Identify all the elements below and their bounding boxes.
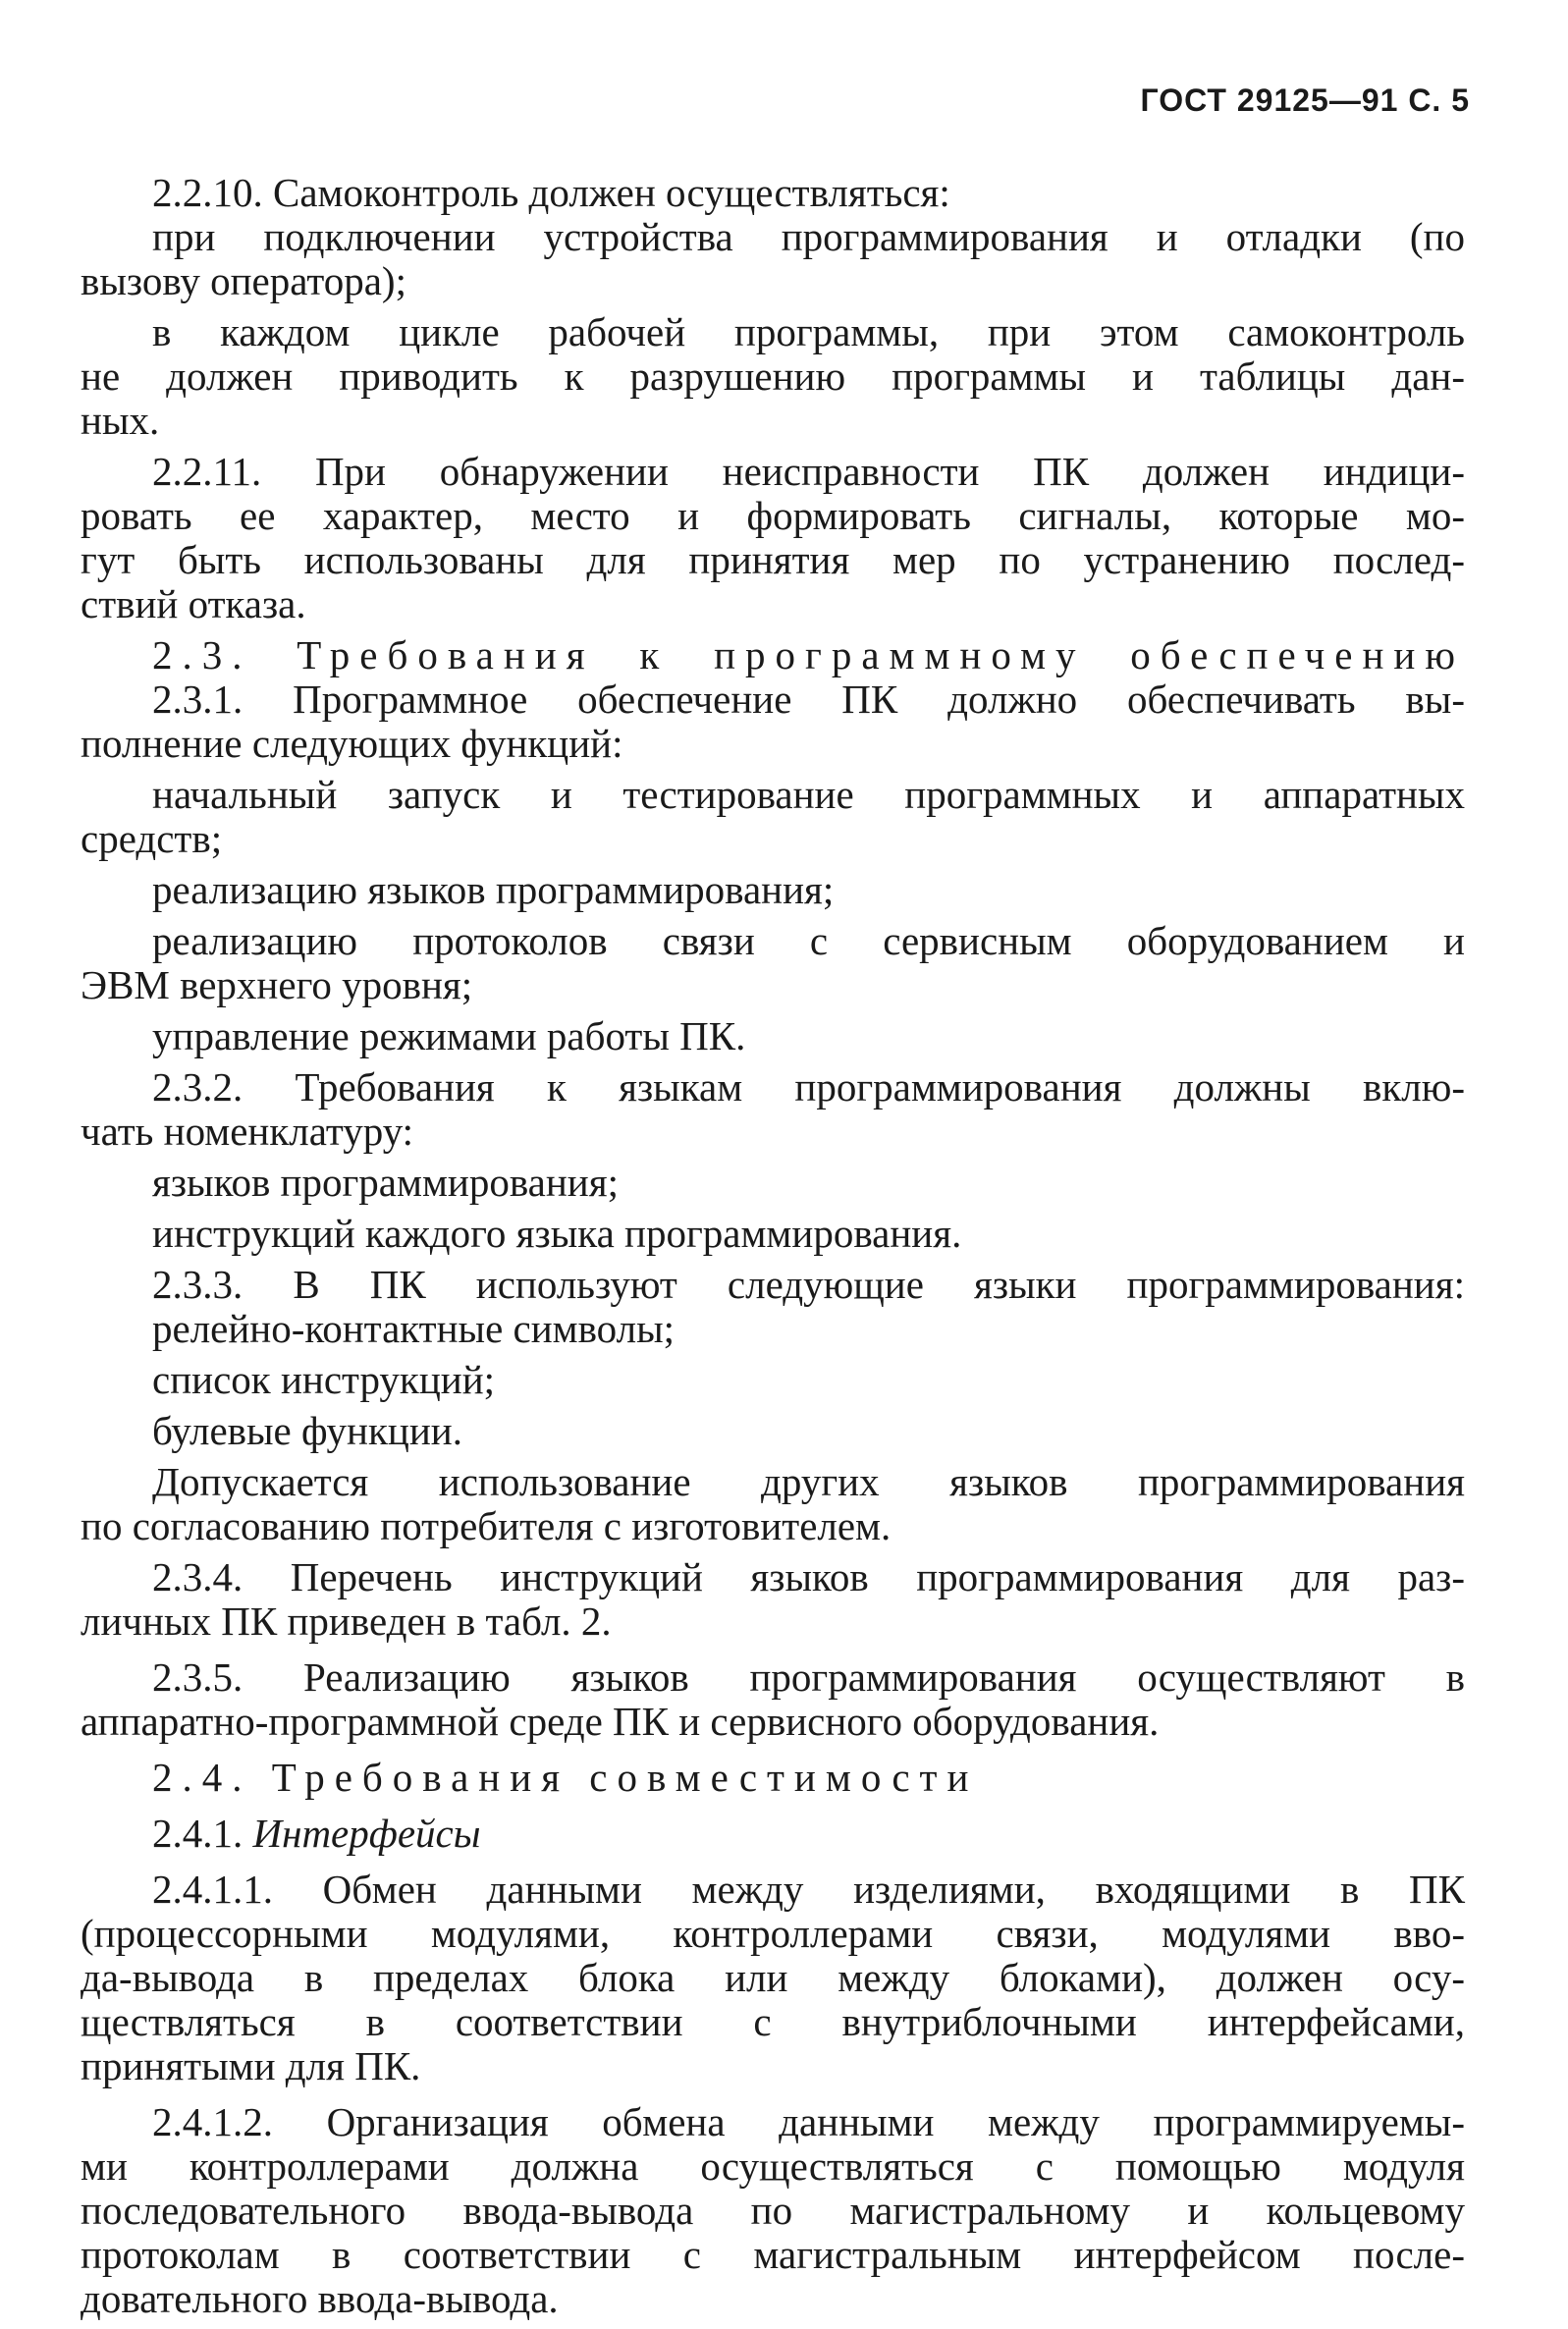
text-line: аппаратно-программной среде ПК и сервисного оборудования.	[81, 1699, 1160, 1744]
text-line: по согласованию потребителя с изготовителем.	[81, 1503, 892, 1548]
text-line: Допускается использование других языков программирования	[152, 1459, 1465, 1504]
text-line: 2.3.4. Перечень инструкций языков программирования для раз-	[152, 1554, 1465, 1599]
page-header: ГОСТ 29125—91 С. 5	[1140, 82, 1470, 118]
document-body	[81, 171, 1465, 2321]
text-line: список инструкций;	[152, 1357, 496, 1402]
text-line: чать номенклатуру:	[81, 1109, 414, 1154]
text-line: протоколам в соответствии с магистральным интерфейсом после-	[81, 2232, 1465, 2277]
text-line: релейно-контактные символы;	[152, 1306, 676, 1351]
text-line: языков программирования;	[152, 1160, 619, 1205]
text-line: последовательного ввода-вывода по магистральному и кольцевому	[81, 2188, 1465, 2233]
text-line: средств;	[81, 816, 223, 861]
text-line: инструкций каждого языка программирования.	[152, 1211, 962, 1256]
text-line: реализацию языков программирования;	[152, 867, 835, 912]
subsection-heading	[81, 1812, 1465, 1856]
text-line: (процессорными модулями, контроллерами связи, модулями вво-	[81, 1911, 1465, 1956]
text-line: не должен приводить к разрушению программы и таблицы дан-	[81, 353, 1465, 399]
text-line: булевые функции.	[152, 1408, 462, 1453]
text-line: полнение следующих функций:	[81, 721, 623, 766]
text-line: вызову оператора);	[81, 258, 406, 303]
text-line: да-вывода в пределах блока или между блоками), должен осу-	[81, 1955, 1465, 2000]
text-line: ЭВМ верхнего уровня;	[81, 962, 473, 1007]
text-line: в каждом цикле рабочей программы, при этом самоконтроль	[152, 309, 1465, 354]
text-line: гут быть использованы для принятия мер по устранению послед-	[81, 537, 1465, 582]
text-line: 2.2.10. Самоконтроль должен осуществляться:	[152, 170, 950, 215]
subsection-number: 2.4.1.	[152, 1811, 253, 1856]
subsection-title: Интерфейсы	[252, 1811, 481, 1856]
section-heading: 2.3. Требования к программному обеспечению	[152, 632, 1465, 677]
text-line: 2.2.11. При обнаружении неисправности ПК должен индици-	[152, 449, 1465, 494]
section-heading: 2.4. Требования совместимости	[152, 1755, 979, 1800]
text-line: 2.3.3. В ПК используют следующие языки программирования:	[152, 1262, 1465, 1307]
text-line: личных ПК приведен в табл. 2.	[81, 1598, 612, 1644]
text-line: управление режимами работы ПК.	[152, 1013, 746, 1058]
text-line: ществляться в соответствии с внутриблочными интерфейсами,	[81, 1999, 1465, 2044]
text-line: начальный запуск и тестирование программных и аппаратных	[152, 772, 1465, 817]
text-line: при подключении устройства программирования и отладки (по	[152, 214, 1465, 259]
text-line: принятыми для ПК.	[81, 2043, 421, 2088]
text-line: 2.4.1.1. Обмен данными между изделиями, входящими в ПК	[152, 1867, 1465, 1912]
text-line: 2.4.1.2. Организация обмена данными между программируемы-	[152, 2099, 1465, 2144]
text-line: ных.	[81, 398, 160, 443]
text-line: 2.3.5. Реализацию языков программирования осуществляют в	[152, 1654, 1465, 1700]
text-line: 2.3.1. Программное обеспечение ПК должно обеспечивать вы-	[152, 677, 1465, 722]
text-line: реализацию протоколов связи с сервисным оборудованием и	[152, 918, 1465, 963]
text-line: ми контроллерами должна осуществляться с помощью модуля	[81, 2143, 1465, 2189]
text-line: 2.3.2. Требования к языкам программирования должны вклю-	[152, 1064, 1465, 1110]
text-line: довательного ввода-вывода.	[81, 2276, 559, 2321]
text-line: ровать ее характер, место и формировать сигналы, которые мо-	[81, 493, 1465, 538]
text-line: ствий отказа.	[81, 581, 306, 626]
